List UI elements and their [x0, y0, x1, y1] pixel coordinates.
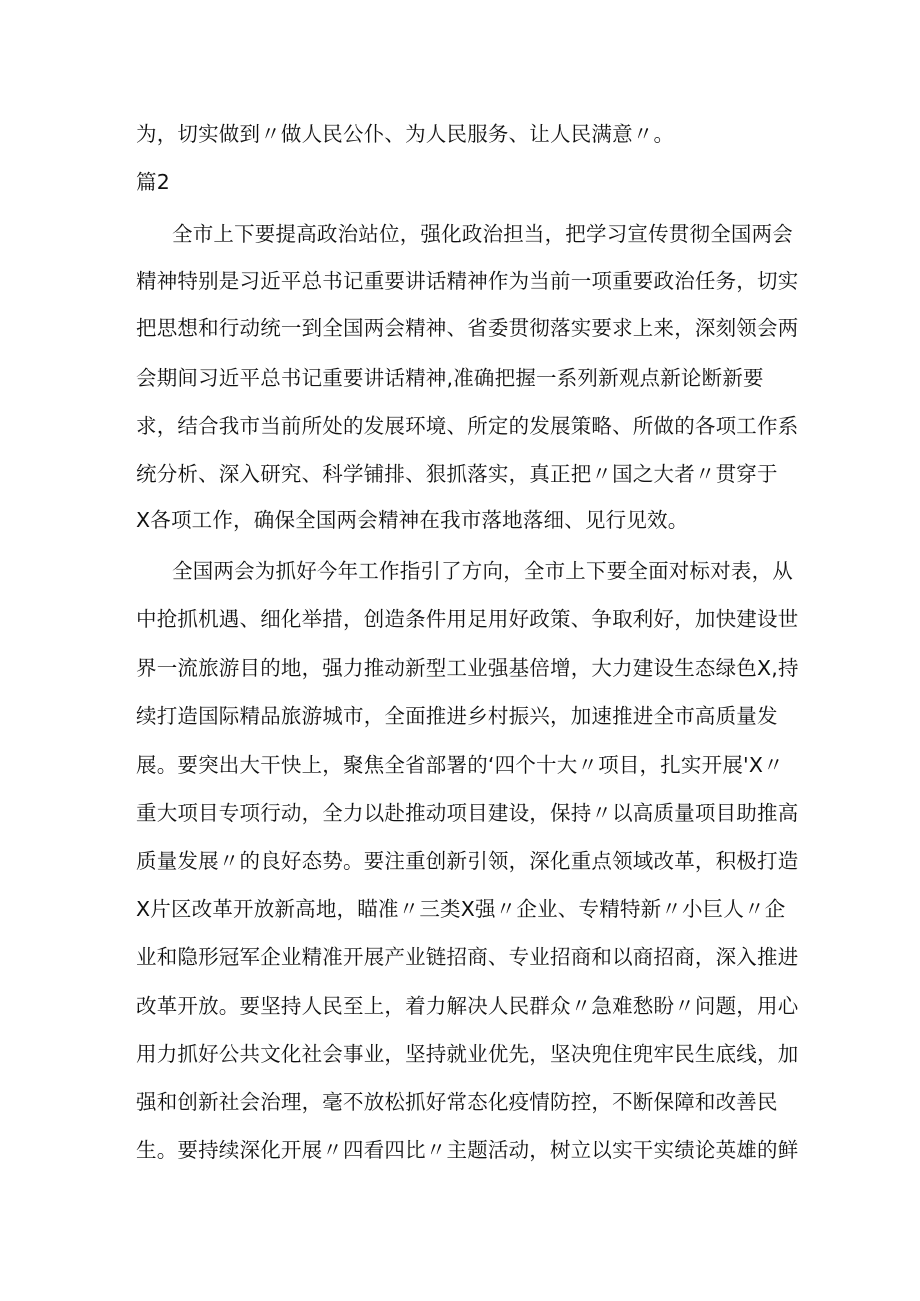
paragraph-line: 改革开放。要坚持人民至上，着力解决人民群众〃急难愁盼〃问题，用心	[136, 994, 799, 1018]
paragraph-line: 中抢抓机遇、细化举措，创造条件用足用好政策、争取利好，加快建设世	[136, 607, 799, 631]
paragraph-line: 把思想和行动统一到全国两会精神、省委贯彻落实要求上来，深刻领会两	[136, 316, 799, 340]
paragraph-line: 质量发展〃的良好态势。要注重创新引领，深化重点领域改革，积极打造	[136, 849, 799, 873]
section-heading: 篇2	[136, 170, 170, 194]
paragraph-line: 续打造国际精品旅游城市，全面推进乡村振兴，加速推进全市高质量发	[136, 704, 778, 728]
paragraph-line: 求，结合我市当前所处的发展环境、所定的发展策略、所做的各项工作系	[136, 414, 799, 438]
paragraph-line: 重大项目专项行动，全力以赴推动项目建设，保持〃以高质量项目助推高	[136, 801, 799, 825]
paragraph-line: 为，切实做到〃做人民公仆、为人民服务、让人民满意〃。	[136, 122, 675, 146]
paragraph-line: 展。要突出大干快上，聚焦全省部署的‘四个十大〃项目，扎实开展'X〃	[136, 753, 784, 777]
paragraph-line: 界一流旅游目的地，强力推动新型工业强基倍增，大力建设生态绿色X,持	[136, 656, 799, 680]
paragraph-line: 业和隐形冠军企业精准开展产业链招商、专业招商和以商招商，深入推进	[136, 945, 799, 969]
paragraph-line: 精神特别是习近平总书记重要讲话精神作为当前一项重要政治任务，切实	[136, 269, 799, 293]
paragraph-line: X片区改革开放新高地，瞄准〃三类X强〃企业、专精特新〃小巨人〃企	[136, 897, 786, 921]
paragraph-line: 生。要持续深化开展〃四看四比〃主题活动，树立以实干实绩论英雄的鲜	[136, 1138, 799, 1162]
paragraph-line: 强和创新社会治理，毫不放松抓好常态化疫情防控，不断保障和改善民	[136, 1090, 778, 1114]
paragraph-line: 用力抓好公共文化社会事业，坚持就业优先，坚决兜住兜牢民生底线，加	[136, 1042, 799, 1066]
paragraph-line: 全国两会为抓好今年工作指引了方向，全市上下要全面对标对表，从	[172, 559, 793, 583]
paragraph-line: 会期间习近平总书记重要讲话精神,准确把握一系列新观点新论断新要	[136, 366, 764, 390]
paragraph-line: X各项工作，确保全国两会精神在我市落地落细、见行见效。	[136, 508, 689, 532]
paragraph-line: 统分析、深入研究、科学铺排、狠抓落实，真正把〃国之大者〃贯穿于	[136, 462, 778, 486]
paragraph-line: 全市上下要提高政治站位，强化政治担当，把学习宣传贯彻全国两会	[172, 222, 793, 246]
